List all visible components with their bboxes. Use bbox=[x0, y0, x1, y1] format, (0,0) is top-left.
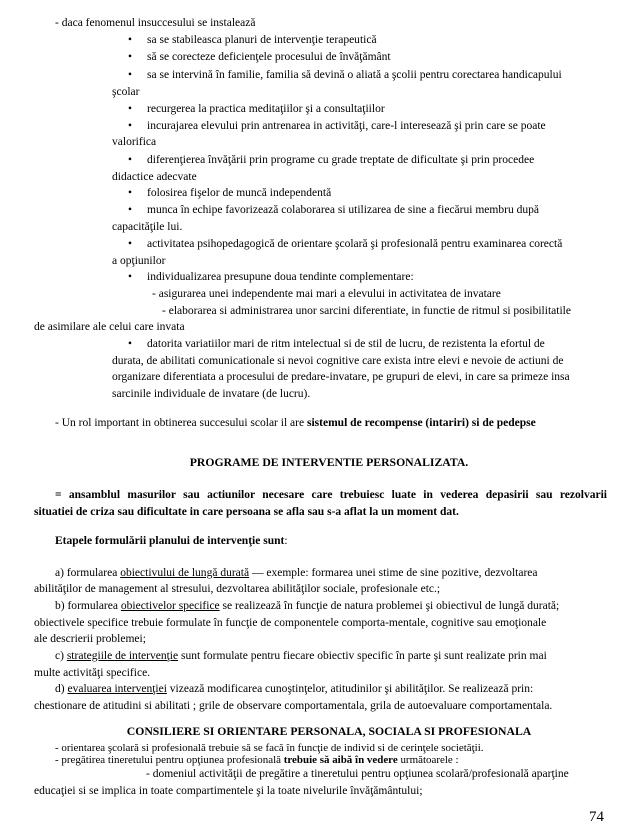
paragraph-line bbox=[55, 599, 559, 614]
underlined-term: evaluarea intervenţiei bbox=[67, 683, 167, 696]
bold-text-run: sistemul de recompense (intariri) si de pedepse bbox=[306, 416, 536, 429]
sub-item-text: - asigurarea unei independente mai mari a elevului in activitatea de invatare bbox=[152, 288, 501, 301]
bullet-icon: • bbox=[128, 119, 132, 132]
text-run: următoarele : bbox=[397, 754, 459, 767]
bullet-icon: • bbox=[128, 51, 132, 64]
paragraph-line: obiectivele specifice trebuie formulate în funcţie de componentele comporta-mentale, cognitive sau emoţionale bbox=[34, 616, 547, 629]
bullet-text-continued: durata, de abilitati comunicationale si nevoi cognitive care exista intre elevi e nevoie de actiuni de bbox=[112, 354, 564, 367]
sub-item-text: - domeniul activităţii de pregătire a tineretului pentru opţiunea scolară/profesională aparţine bbox=[146, 768, 569, 781]
section-heading: CONSILIERE SI ORIENTARE PERSONALA, SOCIALA SI PROFESIONALA bbox=[126, 724, 532, 738]
text-run: : bbox=[284, 535, 288, 548]
paragraph-line: multe activităţi specifice. bbox=[34, 666, 151, 679]
underlined-term: strategiile de intervenţie bbox=[66, 649, 179, 662]
text-run: sunt formulate pentru fiecare obiectiv specific în parte şi sunt realizate prin mai bbox=[178, 649, 547, 662]
paragraph-line bbox=[55, 566, 538, 581]
definition-line: situatiei de criza sau dificultate in care persoana se afla sau s-a aflat la un moment dat. bbox=[34, 505, 459, 518]
text-run: vizează modificarea cunoştinţelor, atitudinilor şi abilităţilor. Se realizează prin: bbox=[166, 683, 534, 696]
bullet-text: incurajarea elevului prin antrenarea in activităţi, care-l interesează şi prin care se poate bbox=[147, 119, 546, 132]
bullet-icon: • bbox=[128, 203, 132, 216]
paragraph-line: - orientarea şcolară si profesională trebuie să se facă în funcţie de individ si de cerinţele societăţii. bbox=[55, 742, 484, 755]
paragraph-line: ale descrierii problemei; bbox=[34, 633, 146, 646]
bullet-icon: • bbox=[128, 338, 132, 351]
bullet-text: munca în echipe favorizează colaborarea si utilizarea de sine a fiecărui membru după bbox=[147, 203, 539, 216]
bullet-text-continued: capacităţile lui. bbox=[112, 220, 183, 233]
bullet-text-continued: a opţiunilor bbox=[112, 254, 166, 267]
bold-text-run: trebuie să aibă în vedere bbox=[283, 754, 398, 767]
underlined-term: obiectivului de lungă durată bbox=[120, 566, 250, 579]
text-run: c) bbox=[55, 649, 67, 662]
bullet-text: sa se intervină în familie, familia să devină o aliată a şcolii pentru corectarea handicapului bbox=[147, 68, 562, 81]
bullet-text: sa se stabileasca planuri de intervenţie terapeutică bbox=[147, 33, 377, 46]
subheading-line bbox=[55, 534, 288, 549]
sub-item-text: - elaborarea si administrarea unor sarcini diferentiate, in functie de ritmul si posibilitatile bbox=[162, 304, 571, 317]
definition-line: = ansamblul masurilor sau actiunilor necesare care trebuiesc luate in vederea depasirii sau rezolvarii bbox=[55, 488, 607, 501]
sub-item-text-continued: de asimilare ale celui care invata bbox=[34, 321, 185, 334]
bullet-text-continued: sarcinile individuale de invatare (de lucru). bbox=[112, 388, 311, 400]
paragraph-line bbox=[55, 416, 536, 431]
sub-item-text-continued: educaţiei si se implica in toate compartimentele şi la toate nivelurile învăţământului; bbox=[34, 784, 423, 797]
bullet-text-continued: şcolar bbox=[112, 85, 140, 98]
section-heading: PROGRAME DE INTERVENTIE PERSONALIZATA. bbox=[189, 456, 469, 470]
bullet-text: diferenţierea învăţării prin programe cu grade treptate de dificultate şi prin procedee bbox=[147, 153, 535, 166]
bullet-text: folosirea fişelor de muncă independentă bbox=[147, 187, 332, 200]
text-run: - pregătirea tineretului pentru opţiunea profesională bbox=[55, 754, 284, 767]
bullet-text: activitatea psihopedagogică de orientare şcolară şi profesională pentru examinarea corectă bbox=[147, 238, 563, 251]
bullet-text: datorita variatiilor mari de ritm intelectual si de stil de lucru, de rezistenta la efortul de bbox=[147, 338, 545, 351]
bullet-icon: • bbox=[128, 33, 132, 46]
text-run: — exemple: formarea unei stime de sine pozitive, dezvoltarea bbox=[249, 566, 538, 579]
paragraph-line: chestionare de atitudini si abilitati ; grile de observare comportamentala, grila de autoevaluare comportamentala. bbox=[34, 699, 553, 712]
bullet-icon: • bbox=[128, 153, 132, 166]
subheading: Etapele formulării planului de intervenţie sunt bbox=[55, 535, 285, 548]
bullet-text: să se corecteze deficienţele procesului de învăţământ bbox=[147, 51, 391, 64]
bullet-text: individualizarea presupune doua tendinte complementare: bbox=[147, 271, 414, 284]
underlined-term: obiectivelor specifice bbox=[120, 599, 220, 612]
bullet-icon: • bbox=[128, 238, 132, 251]
paragraph-line bbox=[55, 649, 547, 664]
page-number: 74 bbox=[589, 809, 604, 825]
text-run: a) formularea bbox=[55, 566, 121, 579]
bullet-icon: • bbox=[128, 187, 132, 200]
paragraph-line bbox=[55, 682, 533, 697]
text-line: - daca fenomenul insuccesului se instalează bbox=[55, 17, 256, 29]
bullet-icon: • bbox=[128, 68, 132, 81]
bullet-icon: • bbox=[128, 271, 132, 284]
paragraph-line bbox=[55, 753, 459, 768]
paragraph-line: abilităţilor de management al stresului, dezvoltarea abilităţilor sociale, profesionale etc.; bbox=[34, 583, 441, 596]
text-run: d) bbox=[55, 683, 68, 696]
bullet-icon: • bbox=[128, 103, 132, 115]
text-run: se realizează în funcţie de natura problemei şi obiectivul de lungă durată; bbox=[219, 599, 560, 612]
bullet-text-continued: organizare diferentiata a procesului de predare-invatare, pe grupuri de elevi, in care sa primeze insa bbox=[112, 371, 570, 384]
text-run: - Un rol important in obtinerea succesului scolar il are bbox=[55, 416, 307, 429]
text-run: b) formularea bbox=[55, 599, 121, 612]
bullet-text: recurgerea la practica meditaţiilor şi a consultaţiilor bbox=[147, 103, 385, 115]
bullet-text-continued: valorifica bbox=[112, 136, 157, 149]
bullet-text-continued: didactice adecvate bbox=[112, 170, 197, 183]
